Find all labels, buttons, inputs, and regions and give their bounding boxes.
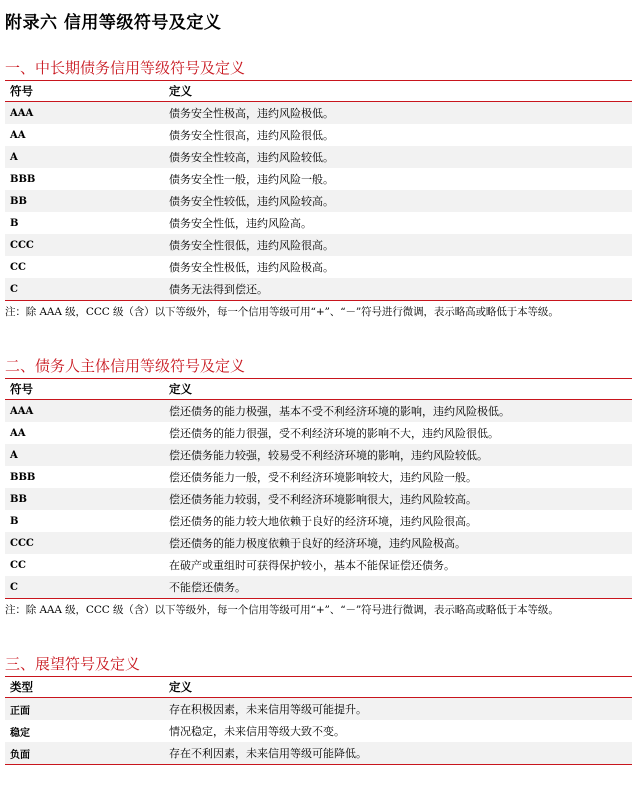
table-row — [5, 234, 632, 256]
rating-definition: 债务安全性极低，违约风险极高。 — [169, 261, 334, 274]
table-row — [5, 422, 632, 444]
rating-symbol: CC — [10, 559, 26, 571]
rating-definition: 偿还债务能力较强，较易受不利经济环境的影响，违约风险较低。 — [169, 449, 488, 462]
rating-definition: 债务安全性低，违约风险高。 — [169, 217, 312, 230]
table-header — [5, 379, 632, 400]
section-debt-ratings — [5, 58, 632, 319]
section-title: 二、债务人主体信用等级符号及定义 — [5, 357, 246, 375]
table-row — [5, 124, 632, 146]
rating-definition: 偿还债务的能力较大地依赖于良好的经济环境，违约风险很高。 — [169, 515, 477, 528]
rating-symbol: A — [10, 151, 18, 163]
table-row — [5, 720, 632, 742]
rating-symbol: CCC — [10, 537, 34, 549]
column-header-definition: 定义 — [169, 680, 192, 694]
table-row — [5, 168, 632, 190]
table-row — [5, 698, 632, 720]
rating-symbol: CCC — [10, 239, 34, 251]
rating-symbol: CC — [10, 261, 26, 273]
column-header-symbol: 类型 — [10, 680, 33, 694]
rating-definition: 债务安全性较高，违约风险较低。 — [169, 151, 334, 164]
table-row — [5, 102, 632, 124]
rating-symbol: C — [10, 283, 18, 295]
table-row — [5, 510, 632, 532]
page-title: 附录六 信用等级符号及定义 — [5, 13, 222, 33]
rating-definition: 情况稳定，未来信用等级大致不变。 — [169, 725, 345, 738]
rating-symbol: AA — [10, 129, 26, 141]
table-row — [5, 466, 632, 488]
rating-symbol: BB — [10, 195, 27, 207]
rating-definition: 偿还债务能力一般，受不利经济环境影响较大，违约风险一般。 — [169, 471, 477, 484]
rating-definition: 债务安全性一般，违约风险一般。 — [169, 173, 334, 186]
section-title: 三、展望符号及定义 — [5, 655, 141, 673]
ratings-table — [5, 81, 632, 300]
rating-definition: 偿还债务的能力极强，基本不受不利经济环境的影响，违约风险极低。 — [169, 405, 510, 418]
rating-symbol: BB — [10, 493, 27, 505]
rating-definition: 存在积极因素，未来信用等级可能提升。 — [169, 703, 367, 716]
rating-symbol: C — [10, 581, 18, 593]
table-row — [5, 742, 632, 764]
rating-symbol: 负面 — [10, 749, 30, 761]
table-row — [5, 554, 632, 576]
table-bottom-rule — [5, 764, 632, 765]
table-note: 注：除 AAA 级，CCC 级（含）以下等级外，每一个信用等级可用“+”、“－”符号进行微调，表示略高或略低于本等级。 — [5, 306, 559, 318]
table-row — [5, 212, 632, 234]
rating-symbol: AA — [10, 427, 26, 439]
table-row — [5, 400, 632, 422]
table-row — [5, 146, 632, 168]
rating-definition: 债务安全性很高，违约风险很低。 — [169, 129, 334, 142]
table-row — [5, 444, 632, 466]
rating-definition: 在破产或重组时可获得保护较小，基本不能保证偿还债务。 — [169, 559, 455, 572]
table-row — [5, 278, 632, 300]
rating-symbol: A — [10, 449, 18, 461]
table-header — [5, 81, 632, 102]
column-header-definition: 定义 — [169, 382, 192, 396]
rating-symbol: 正面 — [10, 705, 30, 717]
rating-symbol: B — [10, 515, 19, 527]
column-header-symbol: 符号 — [10, 84, 33, 98]
section-title: 一、中长期债务信用等级符号及定义 — [5, 59, 246, 77]
ratings-table — [5, 379, 632, 598]
section-issuer-ratings — [5, 356, 632, 617]
rating-symbol: B — [10, 217, 19, 229]
rating-symbol: BBB — [10, 471, 36, 483]
table-row — [5, 488, 632, 510]
rating-definition: 债务安全性极高，违约风险极低。 — [169, 107, 334, 120]
table-row — [5, 576, 632, 598]
rating-definition: 债务无法得到偿还。 — [169, 283, 268, 296]
rating-symbol: AAA — [10, 405, 34, 417]
column-header-definition: 定义 — [169, 84, 192, 98]
rating-definition: 偿还债务能力较弱，受不利经济环境影响很大，违约风险较高。 — [169, 493, 477, 506]
section-outlook — [5, 654, 632, 765]
rating-definition: 债务安全性较低，违约风险较高。 — [169, 195, 334, 208]
column-header-symbol: 符号 — [10, 382, 33, 396]
ratings-table — [5, 677, 632, 764]
rating-definition: 不能偿还债务。 — [169, 581, 246, 594]
table-row — [5, 532, 632, 554]
rating-symbol: AAA — [10, 107, 34, 119]
rating-definition: 偿还债务的能力极度依赖于良好的经济环境，违约风险极高。 — [169, 537, 466, 550]
rating-symbol: 稳定 — [10, 727, 30, 739]
table-row — [5, 256, 632, 278]
table-note: 注：除 AAA 级，CCC 级（含）以下等级外，每一个信用等级可用“+”、“－”符号进行微调，表示略高或略低于本等级。 — [5, 604, 559, 616]
table-header — [5, 677, 632, 698]
rating-definition: 债务安全性很低，违约风险很高。 — [169, 239, 334, 252]
rating-definition: 存在不利因素，未来信用等级可能降低。 — [169, 747, 367, 760]
rating-symbol: BBB — [10, 173, 36, 185]
rating-definition: 偿还债务的能力很强，受不利经济环境的影响不大，违约风险很低。 — [169, 427, 499, 440]
table-row — [5, 190, 632, 212]
